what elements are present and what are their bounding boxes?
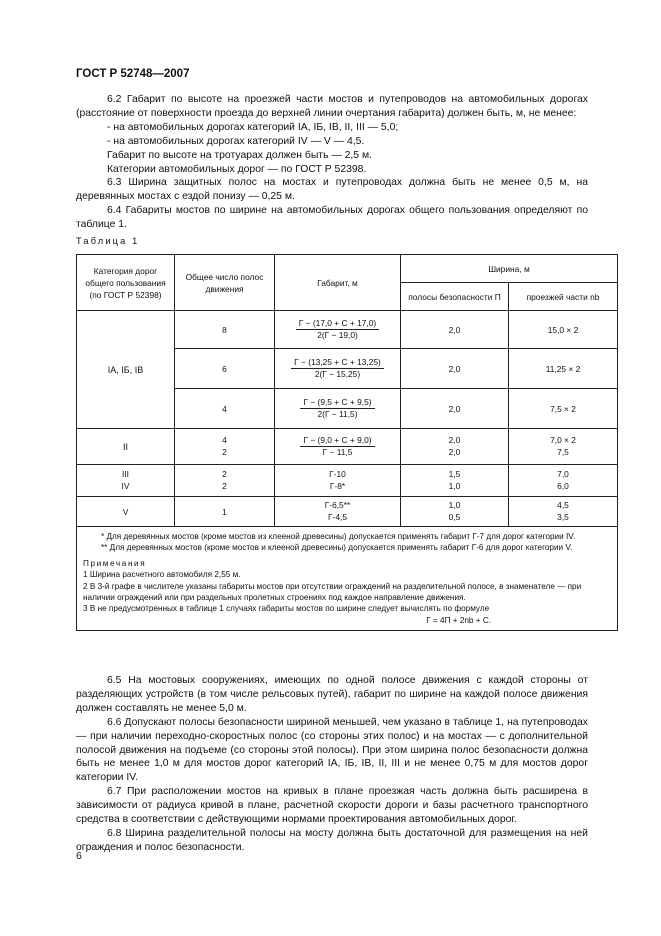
value: 4 [222, 435, 227, 445]
cell-gabarit [275, 349, 401, 389]
cell-safety: 2,0 [401, 349, 509, 389]
value: 2 [222, 446, 227, 457]
cell-lanes: 1 [175, 497, 275, 527]
cell-gabarit [275, 429, 401, 465]
paragraph-6-5: 6.5 На мостовых сооружениях, имеющих по одной полосе движения с каждой стороны от разделяющих устройств (в том числе рельсовых путей), габарит по ширине на каждой полосе движения должен составлять не менее 5,0 м. [76, 675, 588, 714]
value: Г-8* [329, 480, 346, 491]
cell-category: II [77, 429, 175, 465]
cell-roadway: 15,0 × 2 [509, 311, 618, 349]
header-gabarit: Габарит, м [275, 255, 401, 311]
value: Г-10 [329, 469, 346, 479]
value: 7,5 [557, 446, 569, 457]
cell-safety [401, 497, 509, 527]
note: 3 В не предусмотренных в таблице 1 случаях габариты мостов по ширине следует вычислять по формуле [83, 604, 490, 614]
paragraph-6-2: 6.2 Габарит по высоте на проезжей части мостов и путепроводов на автомобильных дорогах (расстояние от поверхности проезда до верхней линии очертания габарита) должен быть, м, не менее: [76, 94, 588, 119]
value: 0,5 [448, 511, 461, 522]
table-row [77, 497, 618, 527]
list-item: - на автомобильных дорогах категорий IА, IБ, IВ, II, III — 5,0; [107, 121, 399, 133]
value: 2 [222, 469, 227, 479]
value: 4,5 [557, 500, 569, 510]
cell-roadway [509, 429, 618, 465]
header-category: Категория дорог общего пользования (по ГОСТ Р 52398) [77, 255, 175, 311]
header-width: Ширина, м [401, 255, 618, 283]
cell-gabarit [275, 389, 401, 429]
cell-safety: 2,0 [401, 311, 509, 349]
cell-lanes: 4 [175, 389, 275, 429]
table-row [77, 465, 618, 497]
value: 7,0 × 2 [550, 435, 576, 445]
cell-safety [401, 429, 509, 465]
gabarit-table [76, 254, 618, 631]
footnote: ** Для деревянных мостов (кроме мостов и клееной древесины) допускается применять габарит Г-6 для дорог категории V. [101, 543, 573, 553]
fraction-numerator: Г − (13,25 + С + 13,25) [291, 357, 384, 369]
cell-category [77, 465, 175, 497]
section-6-2 [76, 93, 588, 232]
value: 3,5 [557, 511, 569, 522]
value: 1,0 [448, 500, 461, 510]
cell-roadway [509, 465, 618, 497]
table-row [77, 429, 618, 465]
list-item: - на автомобильных дорогах категорий IV — V — 4,5. [107, 135, 365, 147]
fraction-denominator: 2(Г − 19,0) [317, 330, 358, 340]
value: 2 [222, 480, 227, 491]
document-header: ГОСТ Р 52748—2007 [76, 68, 190, 80]
paragraph-line: Категории автомобильных дорог — по ГОСТ Р 52398. [107, 163, 367, 175]
section-6-5-to-6-8 [76, 674, 588, 855]
paragraph-6-3: 6.3 Ширина защитных полос на мостах и путепроводах должна быть не менее 0,5 м, на деревянных мостах с ездой понизу — 0,25 м. [76, 177, 588, 203]
note: 1 Ширина расчетного автомобиля 2,55 м. [83, 570, 241, 580]
value: III [122, 469, 129, 479]
page-number: 6 [76, 850, 82, 862]
cell-category: IА, IБ, IВ [77, 311, 175, 429]
cell-lanes: 8 [175, 311, 275, 349]
fraction-denominator: 2(Г − 15,25) [314, 369, 361, 379]
cell-lanes [175, 465, 275, 497]
table-notes-row [77, 527, 618, 631]
value: Г-4,5 [328, 511, 347, 522]
cell-safety [401, 465, 509, 497]
paragraph-6-6: 6.6 Допускают полосы безопасности шириной меньшей, чем указано в таблице 1, на путепроводах — при наличии переходно-скоростных полос (со стороны этих полос) и на мостах — с дополнительной полосой движения на подъеме (со стороны этой полосы). При этом ширина полос безопасности должна быть не менее 1,0 м для мостов дорог категорий IА, IБ, IВ, II, III и не менее 0,75 м для мостов дорог категории IV. [76, 716, 588, 784]
value: 1,0 [448, 480, 461, 491]
paragraph-6-8: 6.8 Ширина разделительной полосы на мосту должна быть достаточной для размещения на ней ограждения и полос безопасности. [76, 827, 588, 853]
fraction-numerator: Г − (17,0 + С + 17,0) [296, 318, 379, 330]
value: 7,0 [557, 469, 569, 479]
header-lanes: Общее число полос движения [175, 255, 275, 311]
value: 2,0 [448, 446, 461, 457]
cell-category: V [77, 497, 175, 527]
footnote: * Для деревянных мостов (кроме мостов из клееной древесины) допускается применять габарит Г-7 для дорог категории IV. [101, 532, 576, 541]
cell-gabarit [275, 497, 401, 527]
cell-gabarit [275, 465, 401, 497]
fraction-numerator: Г − (9,5 + С + 9,5) [300, 397, 374, 409]
value: 2,0 [448, 435, 461, 445]
value: Г-6,5** [324, 500, 351, 510]
fraction-denominator: 2(Г − 11,5) [317, 409, 358, 419]
value: 6,0 [557, 480, 569, 491]
cell-safety: 2,0 [401, 389, 509, 429]
paragraph-line: Габарит по высоте на тротуарах должен быть — 2,5 м. [107, 149, 373, 161]
table-notes [77, 527, 618, 631]
cell-roadway: 11,25 × 2 [509, 349, 618, 389]
value: IV [121, 480, 130, 491]
cell-gabarit [275, 311, 401, 349]
value: 1,5 [448, 469, 461, 479]
formula: Г = 4П + 2nb + С. [426, 615, 492, 625]
header-safety-lane: полосы безопасности П [401, 283, 509, 311]
cell-roadway: 7,5 × 2 [509, 389, 618, 429]
fraction-numerator: Г − (9,0 + С + 9,0) [300, 435, 374, 447]
paragraph-6-4: 6.4 Габариты мостов по ширине на автомобильных дорогах общего пользования определяют по таблице 1. [76, 205, 588, 231]
header-roadway: проезжей части nb [509, 283, 618, 311]
table-caption: Таблица 1 [76, 236, 140, 246]
note: 2 В 3-й графе в числителе указаны габариты мостов при отсутствии ограждений на разделительной полосе, в знаменателе — при наличии ограждений или при раздельных пролетных строениях под каждое направление движения. [83, 581, 582, 603]
notes-title: Примечания [83, 558, 147, 568]
cell-lanes: 6 [175, 349, 275, 389]
cell-roadway [509, 497, 618, 527]
cell-lanes [175, 429, 275, 465]
fraction-denominator: Г − 11,5 [322, 447, 353, 457]
table-row [77, 311, 618, 349]
paragraph-6-7: 6.7 При расположении мостов на кривых в плане проезжая часть должна быть расширена в зависимости от радиуса кривой в плане, расчетной скорости дороги и базы расчетного транспортного средства в соответствии с действующими нормами проектирования автомобильных дорог. [76, 786, 588, 826]
